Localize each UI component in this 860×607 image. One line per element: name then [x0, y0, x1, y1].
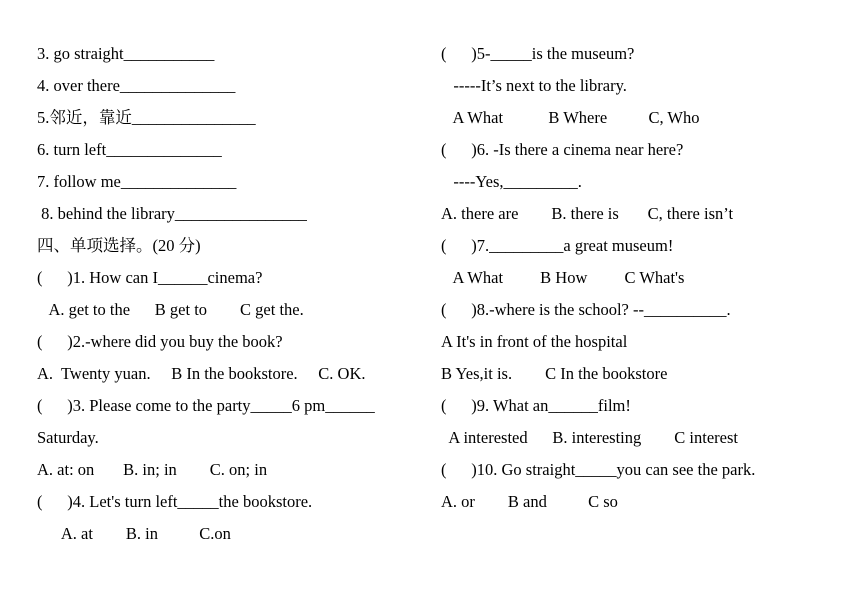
left-line-11: A. Twenty yuan. B In the bookstore. C. OK. — [37, 364, 366, 383]
left-line-7: 四、单项选择。(20 分) — [37, 236, 201, 255]
right-line-8: A What B How C What's — [441, 268, 685, 287]
left-line-12: ( )3. Please come to the party_____6 pm______ — [37, 396, 375, 415]
right-line-13: A interested B. interesting C interest — [441, 428, 738, 447]
right-line-4: ( )6. -Is there a cinema near here? — [441, 140, 684, 159]
right-line-10: A It's in front of the hospital — [441, 332, 628, 351]
left-line-8: ( )1. How can I______cinema? — [37, 268, 263, 287]
left-line-5: 7. follow me______________ — [37, 172, 237, 191]
right-line-14: ( )10. Go straight_____you can see the park. — [441, 460, 756, 479]
right-line-5: ----Yes,_________. — [441, 172, 582, 191]
left-line-15: ( )4. Let's turn left_____the bookstore. — [37, 492, 313, 511]
right-line-11: B Yes,it is. C In the bookstore — [441, 364, 668, 383]
right-line-15: A. or B and C so — [441, 492, 618, 511]
right-line-12: ( )9. What an______film! — [441, 396, 631, 415]
left-line-6: 8. behind the library________________ — [37, 204, 307, 223]
right-line-6: A. there are B. there is C, there isn’t — [441, 204, 734, 223]
right-line-7: ( )7._________a great museum! — [441, 236, 674, 255]
left-line-16: A. at B. in C.on — [37, 524, 231, 543]
right-line-2: -----It’s next to the library. — [441, 76, 627, 95]
left-line-14: A. at: on B. in; in C. on; in — [37, 460, 268, 479]
right-line-9: ( )8.-where is the school? --__________. — [441, 300, 731, 319]
left-line-2: 4. over there______________ — [37, 76, 236, 95]
left-line-10: ( )2.-where did you buy the book? — [37, 332, 283, 351]
left-line-3: 5.邻近，靠近_______________ — [37, 108, 256, 127]
right-line-1: ( )5-_____is the museum? — [441, 44, 635, 63]
left-line-1: 3. go straight___________ — [37, 44, 215, 63]
left-line-13: Saturday. — [37, 428, 99, 447]
left-line-9: A. get to the B get to C get the. — [37, 300, 304, 319]
right-line-3: A What B Where C, Who — [441, 108, 700, 127]
left-line-4: 6. turn left______________ — [37, 140, 222, 159]
